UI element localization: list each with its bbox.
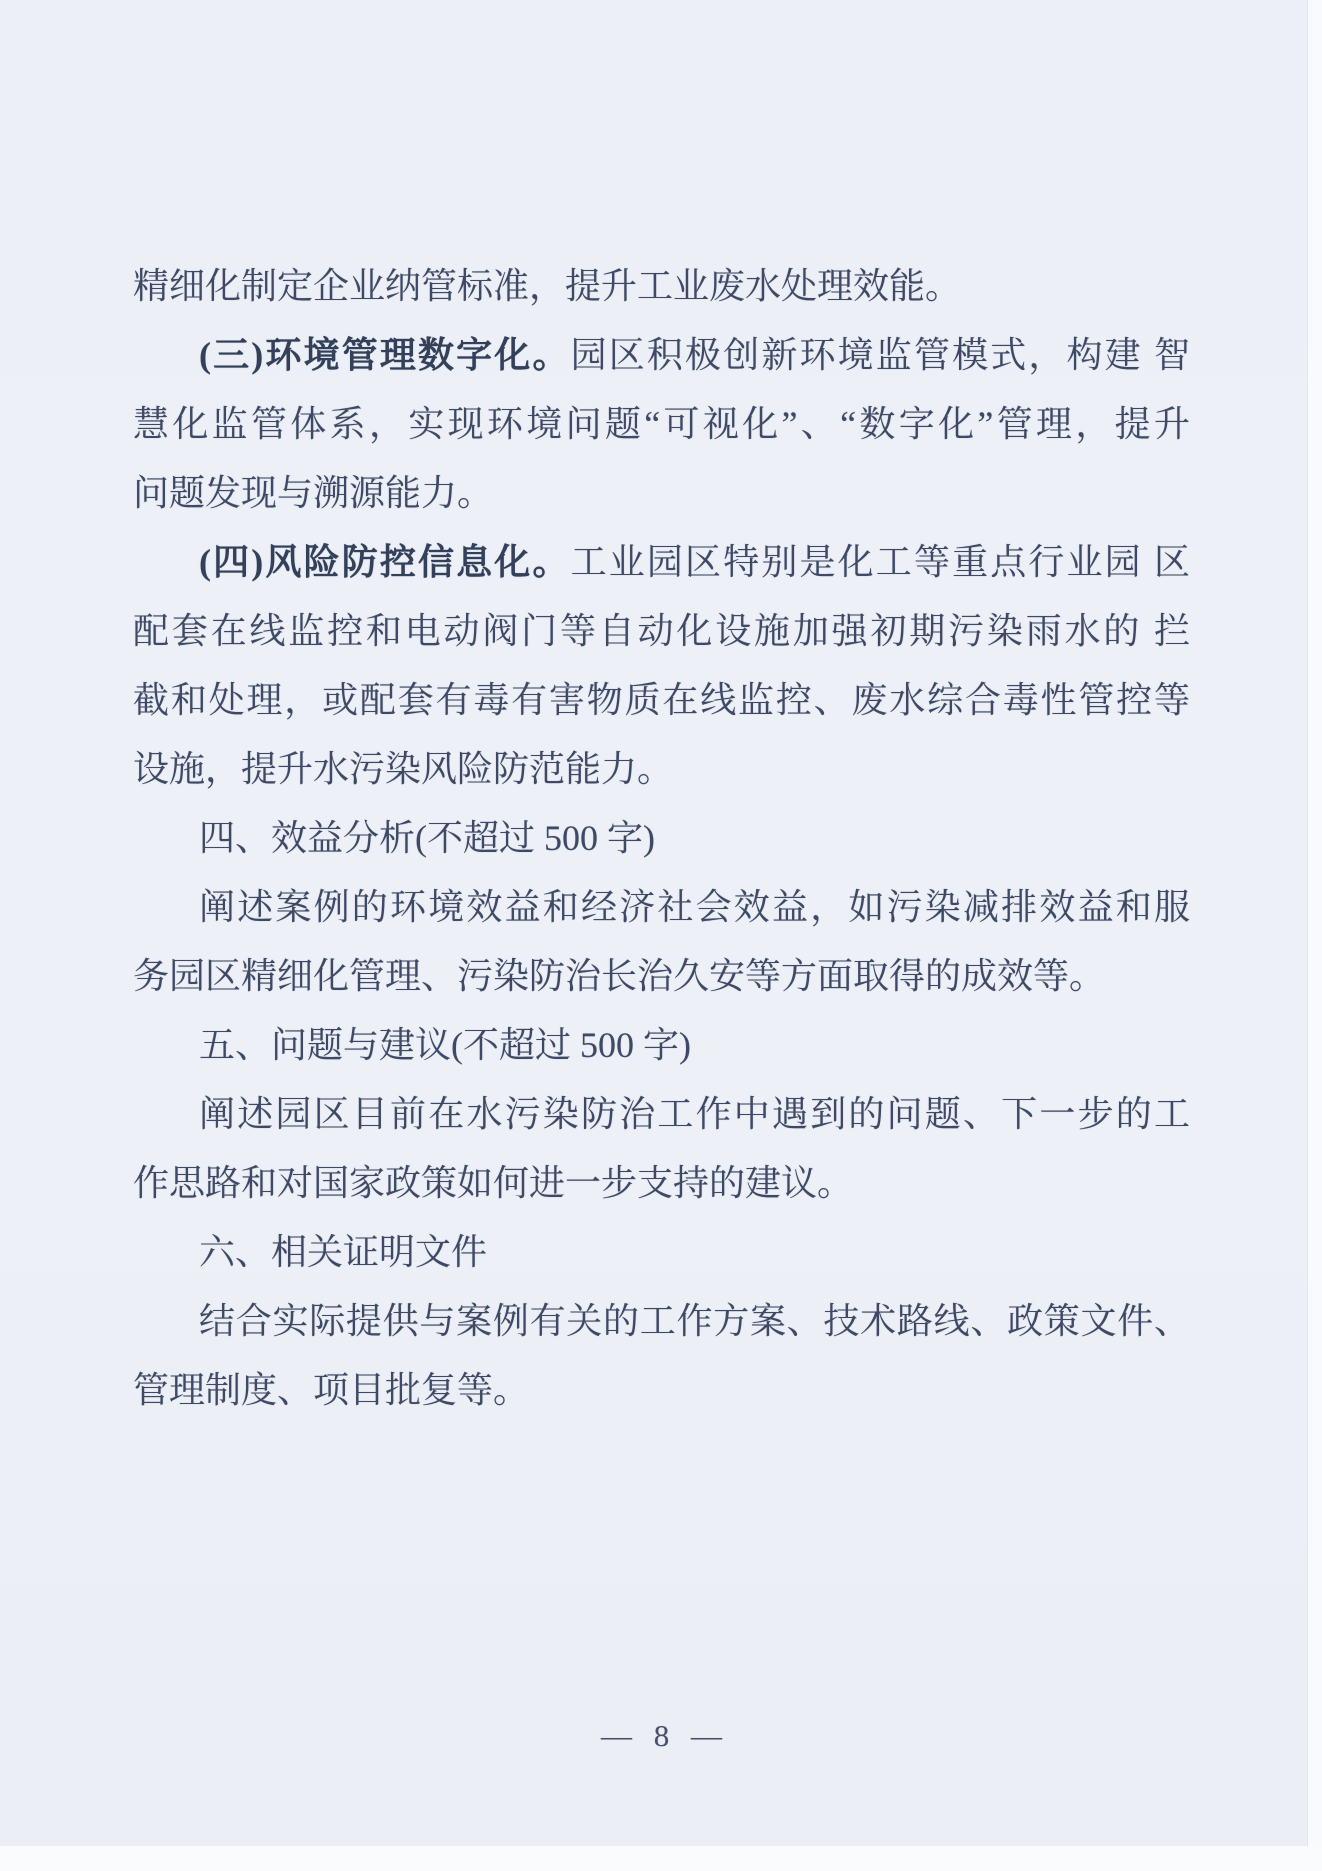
text-line: [133, 1287, 1190, 1356]
bold-run: (三)环境管理数字化。: [199, 335, 571, 375]
text-line: [133, 735, 1190, 804]
text-run: 配套在线监控和电动阀门等自动化设施加强初期污染雨水的 拦: [133, 611, 1190, 651]
text-run: 结合实际提供与案例有关的工作方案、技术路线、政策文件、: [199, 1301, 1190, 1341]
text-run: 阐述园区目前在水污染防治工作中遇到的问题、下一步的工: [199, 1094, 1190, 1134]
text-run: 园区积极创新环境监管模式，构建 智: [570, 335, 1190, 375]
text-line: [133, 252, 1190, 321]
text-line: [133, 666, 1190, 735]
text-line: [133, 1080, 1190, 1149]
text-line: [133, 321, 1190, 390]
text-run: 阐述案例的环境效益和经济社会效益，如污染减排效益和服: [199, 887, 1190, 927]
heading-supporting-documents: [133, 1218, 1190, 1287]
text-run: 截和处理，或配套有毒有害物质在线监控、废水综合毒性管控等: [133, 680, 1190, 720]
text-line: [133, 1149, 1190, 1218]
text-run: 作思路和对国家政策如何进一步支持的建议。: [133, 1163, 854, 1203]
bold-run: (四)风险防控信息化。: [199, 542, 571, 582]
document-text-block: [133, 252, 1190, 1425]
text-run: 精细化制定企业纳管标准，提升工业废水处理效能。: [133, 266, 962, 306]
text-line: [133, 597, 1190, 666]
scan-edge-bottom: [0, 1846, 1322, 1871]
text-line: [133, 873, 1190, 942]
text-run: 五、问题与建议(不超过 500 字): [199, 1025, 691, 1065]
text-run: 工业园区特别是化工等重点行业园 区: [570, 542, 1190, 582]
text-run: 务园区精细化管理、污染防治长治久安等方面取得的成效等。: [133, 956, 1106, 996]
text-run: 六、相关证明文件: [199, 1232, 488, 1272]
text-run: 四、效益分析(不超过 500 字): [199, 818, 655, 858]
heading-benefit-analysis: [133, 804, 1190, 873]
text-line: [133, 459, 1190, 528]
text-run: 管理制度、项目批复等。: [133, 1370, 530, 1410]
scan-edge-right: [1307, 0, 1322, 1871]
text-run: 设施，提升水污染风险防范能力。: [133, 749, 674, 789]
text-line: [133, 390, 1190, 459]
text-line: [133, 1356, 1190, 1425]
text-line: [133, 528, 1190, 597]
text-line: [133, 942, 1190, 1011]
page-number: — 8 —: [601, 1718, 722, 1753]
text-run: 问题发现与溯源能力。: [133, 473, 494, 513]
text-run: 慧化监管体系，实现环境问题“可视化”、“数字化”管理，提升: [133, 404, 1190, 444]
heading-problems-suggestions: [133, 1011, 1190, 1080]
